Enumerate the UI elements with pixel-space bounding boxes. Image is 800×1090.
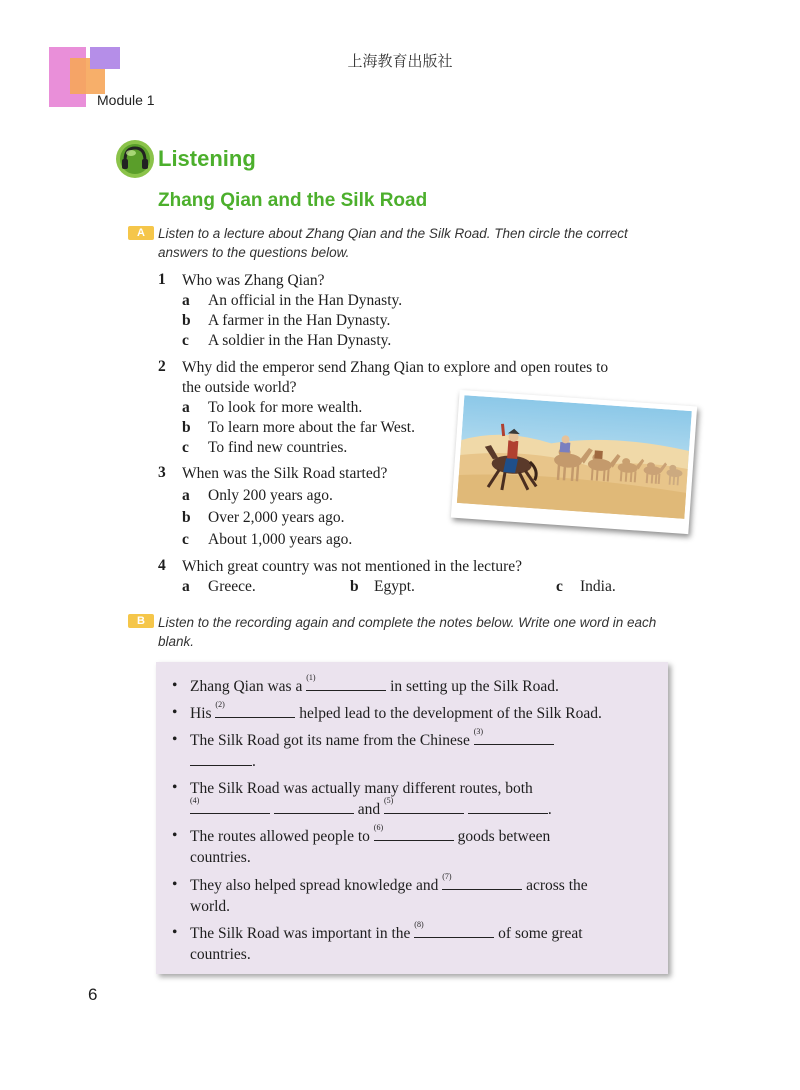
page-number: 6 (88, 985, 98, 1004)
answer-blank[interactable] (274, 799, 354, 814)
option-letter[interactable]: c (182, 531, 189, 548)
question-number: 3 (158, 464, 166, 481)
answer-blank[interactable]: (7) (442, 875, 522, 890)
option-letter[interactable]: b (182, 509, 191, 526)
note-line (190, 872, 588, 896)
answer-blank[interactable]: (3) (474, 730, 554, 745)
question-text-line2: the outside world? (182, 379, 297, 396)
question-number: 4 (158, 557, 166, 574)
note-line-continued: world. (190, 898, 231, 915)
option-letter[interactable]: a (182, 487, 190, 504)
bullet-icon: • (172, 827, 178, 844)
bullet-icon: • (172, 704, 178, 721)
option-text[interactable]: Greece. (208, 578, 256, 595)
note-text: of some great (498, 925, 583, 942)
part-b-tag: B (128, 614, 154, 628)
note-line: The Silk Road was actually many different routes, both (190, 780, 533, 797)
option-letter[interactable]: a (182, 578, 190, 595)
option-text[interactable]: Egypt. (374, 578, 415, 595)
note-text: . (547, 801, 552, 818)
bullet-icon: • (172, 876, 178, 893)
answer-blank[interactable]: (1) (306, 676, 386, 691)
option-text[interactable]: A farmer in the Han Dynasty. (208, 312, 391, 329)
note-line-continued: countries. (190, 849, 251, 866)
option-text[interactable]: India. (580, 578, 616, 595)
note-line (190, 920, 583, 944)
option-letter[interactable]: b (350, 578, 359, 595)
note-text: . (252, 753, 256, 770)
answer-blank[interactable]: (6) (374, 826, 454, 841)
note-text: His (190, 705, 212, 722)
option-text[interactable]: To learn more about the far West. (208, 419, 415, 436)
option-letter[interactable]: b (182, 419, 191, 436)
silk-road-caravan-illustration (451, 390, 697, 534)
module-label: Module 1 (97, 92, 155, 108)
option-text[interactable]: About 1,000 years ago. (208, 531, 353, 548)
option-text[interactable]: A soldier in the Han Dynasty. (208, 332, 392, 349)
option-text[interactable]: An official in the Han Dynasty. (208, 292, 403, 309)
note-text: goods between (457, 828, 551, 845)
note-line-continued (190, 796, 552, 820)
question-number: 2 (158, 358, 166, 375)
note-text: Zhang Qian was a (190, 678, 303, 695)
section-title: Listening (158, 146, 256, 171)
note-line-continued: countries. (190, 946, 251, 963)
note-text: The Silk Road was important in the (190, 925, 411, 942)
option-letter[interactable]: a (182, 399, 190, 416)
answer-blank[interactable]: (4) (190, 799, 270, 814)
option-letter[interactable]: b (182, 312, 191, 329)
part-a-tag: A (128, 226, 154, 240)
note-line (190, 823, 551, 847)
part-a-instructions: Listen to a lecture about Zhang Qian and the Silk Road. Then circle the correct answers to the questions below. (158, 226, 628, 260)
note-text: and (357, 801, 381, 818)
note-text: across the (526, 877, 588, 894)
question-number: 1 (158, 271, 166, 288)
note-text: They also helped spread knowledge and (190, 877, 439, 894)
note-text: in setting up the Silk Road. (390, 678, 559, 695)
note-line (190, 700, 602, 724)
part-b-instructions: Listen to the recording again and complete the notes below. Write one word in each blank. (158, 615, 657, 649)
option-text[interactable]: Over 2,000 years ago. (208, 509, 345, 526)
question-text: Which great country was not mentioned in the lecture? (182, 558, 523, 575)
option-letter[interactable]: a (182, 292, 190, 309)
note-line-continued (190, 751, 256, 772)
answer-blank-continued[interactable] (190, 751, 252, 766)
note-line (190, 727, 554, 751)
option-letter[interactable]: c (182, 439, 189, 456)
question-text-line1: Why did the emperor send Zhang Qian to explore and open routes to (182, 359, 609, 376)
answer-blank[interactable]: (8) (414, 923, 494, 938)
answer-blank[interactable]: (2) (215, 703, 295, 718)
note-text: helped lead to the development of the Silk Road. (299, 705, 602, 722)
answer-blank[interactable] (468, 799, 548, 814)
bullet-icon: • (172, 677, 178, 694)
answer-blank[interactable]: (5) (384, 799, 464, 814)
bullet-icon: • (172, 731, 178, 748)
note-text: The routes allowed people to (190, 828, 370, 845)
question-text: When was the Silk Road started? (182, 465, 388, 482)
note-line (190, 673, 559, 697)
publisher-name: 上海教育出版社 (347, 52, 453, 70)
bullet-icon: • (172, 779, 178, 796)
question-text: Who was Zhang Qian? (182, 272, 325, 289)
option-text[interactable]: To look for more wealth. (208, 399, 363, 416)
option-text[interactable]: Only 200 years ago. (208, 487, 333, 504)
lesson-subtitle: Zhang Qian and the Silk Road (158, 190, 428, 211)
bullet-icon: • (172, 924, 178, 941)
option-letter[interactable]: c (182, 332, 189, 349)
option-letter[interactable]: c (556, 578, 563, 595)
headphones-icon (115, 139, 155, 179)
option-text[interactable]: To find new countries. (208, 439, 348, 456)
note-text: The Silk Road got its name from the Chinese (190, 732, 470, 749)
